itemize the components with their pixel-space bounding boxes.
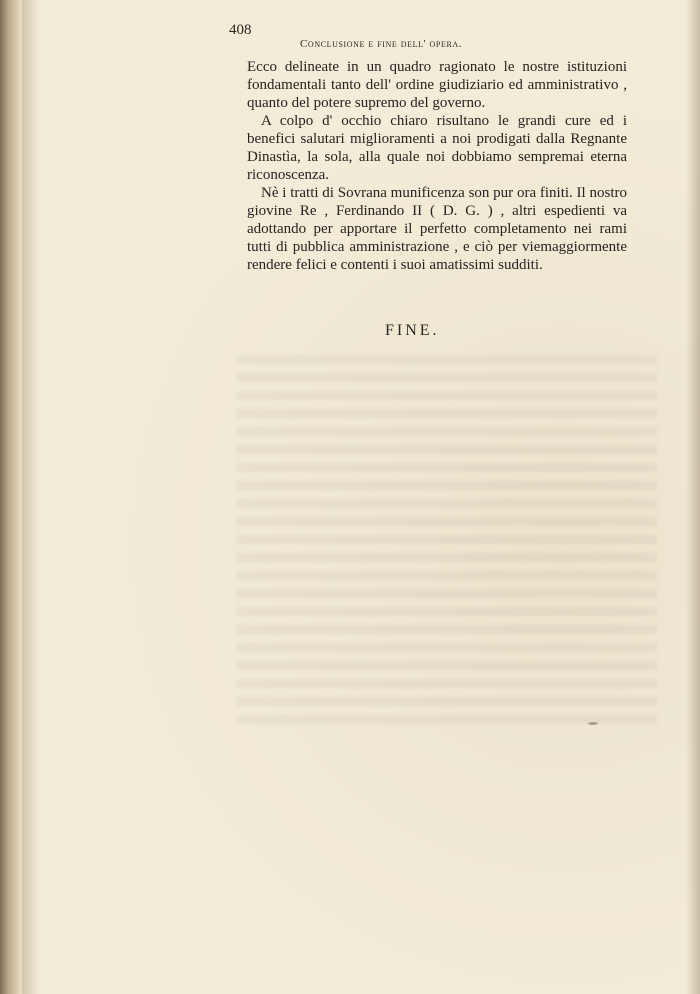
page-number: 408 — [229, 22, 252, 38]
paragraph-3: Nè i tratti di Sovrana munificenza son pur ora finiti. Il nostro giovine Re , Ferdinando II ( D. G. ) , altri espedienti va adottando per apportare il perfetto completamento nei rami tutti di pubblica amministrazione , e ciò per viemaggiormente rendere felici e contenti i suoi amatissimi sudditi. — [247, 185, 627, 273]
closing-word: FINE. — [385, 322, 440, 339]
paragraph-2: A colpo d' occhio chiaro risultano le grandi cure ed i benefici salutari miglioramenti a noi prodigati dalla Regnante Dinastìa, la sola, alla quale noi dobbiamo sempremai eterna riconoscenza. — [247, 113, 627, 183]
ink-smudge — [588, 722, 598, 725]
paragraph-1: Ecco delineate in un quadro ragionato le nostre istituzioni fondamentali tanto dell' ordine giudiziario ed amministrativo , quanto del potere supremo del governo. — [247, 59, 627, 111]
page-edge-shadow — [686, 0, 700, 994]
book-spine — [0, 0, 22, 994]
show-through-text — [237, 355, 657, 725]
body-text — [247, 58, 627, 274]
running-head: Conclusione e fine dell' opera. — [300, 38, 463, 50]
